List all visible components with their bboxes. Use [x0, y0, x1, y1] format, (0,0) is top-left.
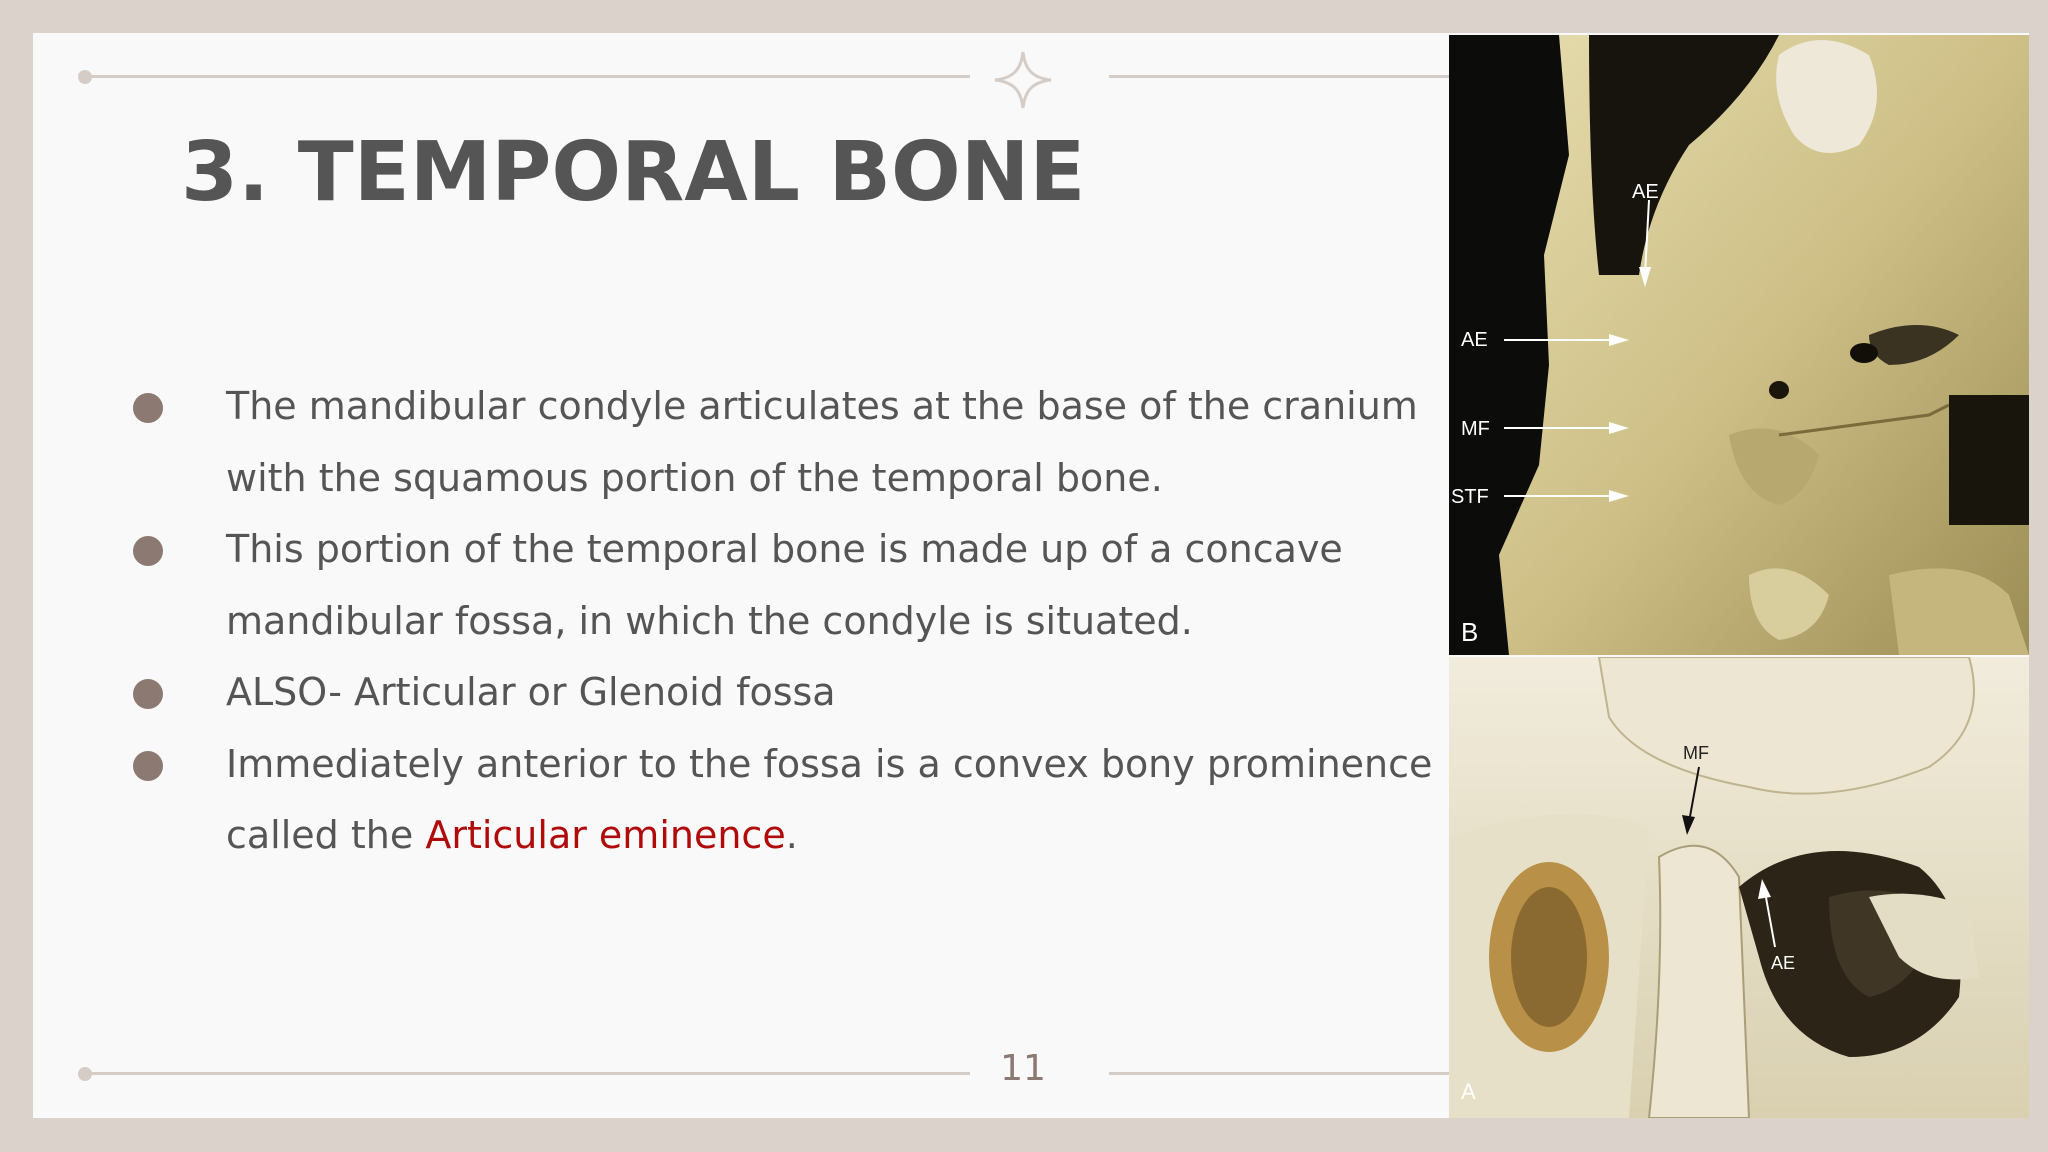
bullet-dot-icon — [133, 536, 163, 566]
top-rule-left — [85, 75, 970, 78]
page-number: 11 — [1000, 1048, 1046, 1089]
bullet-text: The mandibular condyle articulates at the base of the cranium with the squamous portion of the temporal bone. — [226, 384, 1418, 500]
top-rule-right — [1109, 75, 1479, 78]
label-ae-bottom: AE — [1771, 953, 1796, 973]
bullet-text: This portion of the temporal bone is made up of a concave mandibular fossa, in which the condyle is situated. — [226, 527, 1343, 643]
label-mf-bottom: MF — [1683, 743, 1709, 763]
bullet-item — [133, 657, 1483, 729]
bullet-item — [133, 371, 1483, 514]
bullet-dot-icon — [133, 393, 163, 423]
tmj-photo — [1449, 657, 2029, 1118]
panel-letter-b: B — [1461, 617, 1479, 647]
slide — [33, 33, 2029, 1118]
four-point-star-icon — [991, 48, 1055, 112]
bullet-item — [133, 729, 1483, 872]
bullet-text: ALSO- Articular or Glenoid fossa — [226, 670, 836, 714]
bottom-rule-right — [1109, 1072, 1479, 1075]
slide-title: 3. TEMPORAL BONE — [181, 125, 1086, 220]
label-stf: STF — [1451, 486, 1489, 508]
bottom-rule-left — [85, 1072, 970, 1075]
bullet-item — [133, 514, 1483, 657]
label-mf: MF — [1461, 418, 1490, 440]
bullet-list — [133, 371, 1483, 872]
bullet-dot-icon — [133, 679, 163, 709]
articular-eminence-term: Articular eminence — [425, 813, 786, 857]
label-ae-left: AE — [1461, 329, 1488, 351]
bullet-text-after: . — [785, 813, 798, 857]
skull-base-photo — [1449, 35, 2029, 655]
bullet-text-before: Immediately anterior to the fossa is a convex bony prominence called the — [226, 741, 1433, 857]
bullet-dot-icon — [133, 751, 163, 781]
label-ae-top: AE — [1632, 181, 1659, 203]
panel-letter-a: A — [1461, 1079, 1476, 1104]
